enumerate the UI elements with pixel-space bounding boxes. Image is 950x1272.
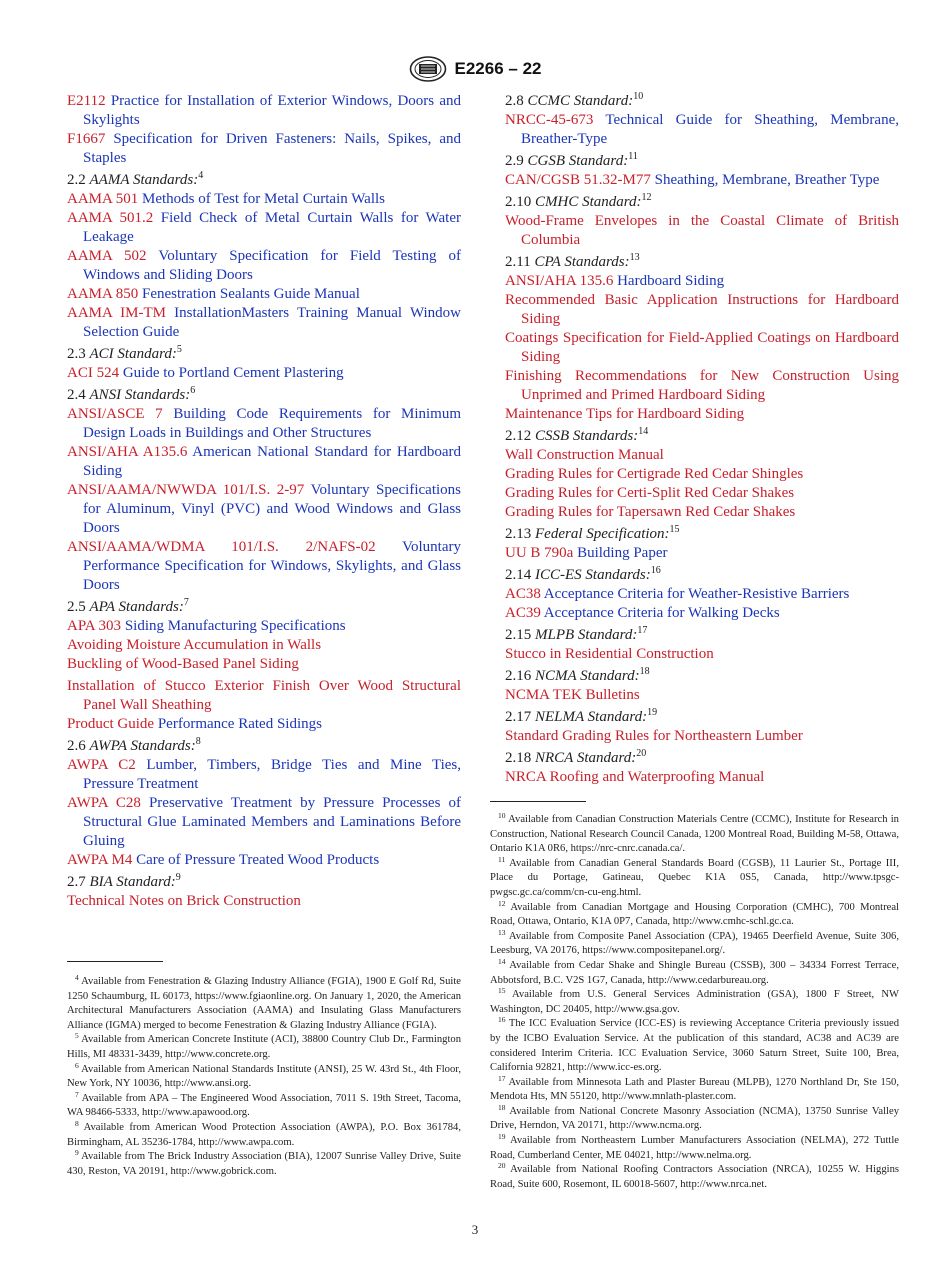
section-heading (67, 171, 461, 190)
reference-entry[interactable] (67, 851, 461, 870)
reference-entry[interactable] (67, 285, 461, 304)
reference-code[interactable]: E2112 (67, 93, 106, 109)
section-heading (505, 667, 899, 686)
section-name: CGSB Standard: (527, 153, 629, 169)
footnote-ref[interactable]: 4 (198, 170, 204, 181)
section-name: ICC-ES Standards: (535, 567, 651, 583)
section-heading (505, 253, 899, 272)
section-name: CSSB Standards: (535, 428, 639, 444)
reference-entry[interactable] (67, 443, 461, 481)
footnote (490, 813, 899, 857)
footnotes-left (67, 975, 461, 1179)
reference-code[interactable]: AWPA M4 (67, 852, 133, 868)
reference-code[interactable]: Product Guide (67, 716, 155, 732)
footnote-text: Available from Northeastern Lumber Manufacturers Association (NELMA), 272 Tuttle Road, Cumberland Center, ME 04021, http://www.nelma.org. (490, 1135, 899, 1161)
reference-entry[interactable]: Grading Rules for Certigrade Red Cedar Shingles (505, 466, 804, 482)
reference-title[interactable]: Care of Pressure Treated Wood Products (136, 852, 380, 868)
footnote-number: 4 (75, 973, 79, 982)
footnote-number: 19 (498, 1132, 506, 1142)
section-number: 2.11 (505, 254, 531, 270)
footnote-text: Available from Composite Panel Association (CPA), 19465 Deerfield Avenue, Suite 306, Leesburg, VA 20176, https://www.compositepanel.org/. (490, 930, 899, 957)
footnote-ref[interactable]: 7 (183, 597, 189, 608)
footnote-text: Available from APA – The Engineered Wood Association, 7011 S. 19th Street, Tacoma, WA 98466-5333, http://www.apawood.org. (67, 1092, 461, 1119)
section-number: 2.7 (67, 874, 86, 890)
section-name: APA Standards: (89, 599, 184, 615)
reference-entry[interactable]: Wood-Frame Envelopes in the Coastal Climate of British Columbia (505, 213, 899, 248)
right-column (505, 92, 899, 787)
reference-code[interactable]: AWPA C28 (67, 795, 141, 811)
footnote-number: 20 (498, 1161, 506, 1171)
reference-title[interactable]: Fenestration Sealants Guide Manual (142, 286, 360, 302)
reference-entry[interactable]: Technical Notes on Brick Construction (67, 893, 301, 909)
footnote-text: Available from National Roofing Contractors Association (NRCA), 10255 W. Higgins Road, Suite 600, Rosemont, IL 60018-5607, http://www.nrca.net. (490, 1164, 899, 1190)
reference-code[interactable]: AC38 (505, 586, 541, 602)
page-header (0, 56, 950, 82)
section-number: 2.8 (505, 93, 524, 109)
footnote-number: 6 (75, 1060, 79, 1070)
reference-entry[interactable] (67, 405, 461, 443)
reference-entry[interactable] (505, 272, 899, 291)
footnote-text: Available from Canadian Mortgage and Housing Corporation (CMHC), 700 Montreal Road, Ottawa, Ontario, K1A 0P7, Canada, http://www.cmhc-schl.gc.ca. (490, 901, 899, 928)
footnote-text: Available from Canadian General Standards Board (CGSB), 11 Laurier St., Portage III, Place du Portage, Gatineau, Quebec K1A 0S5, Canada, http://www.tpsgc-pwgsc.gc.ca/comm/cn-cu-eng.html. (490, 857, 899, 898)
footnote (67, 975, 461, 1033)
reference-entry[interactable] (67, 130, 461, 168)
footnote-ref[interactable]: 5 (176, 344, 182, 355)
reference-title[interactable]: Hardboard Siding (617, 273, 725, 289)
reference-entry[interactable] (67, 364, 461, 383)
footnote-text: Available from Cedar Shake and Shingle Bureau (CSSB), 300 – 34334 Forrest Terrace, Abbotsford, B.C. V2S 1G7, Canada, http://www.cedarbureau.org. (490, 959, 899, 986)
reference-entry[interactable]: Grading Rules for Tapersawn Red Cedar Shakes (505, 504, 796, 520)
footnote-ref[interactable]: 13 (629, 252, 640, 263)
reference-title[interactable]: Voluntary Specifications for Aluminum, Vinyl (PVC) and Wood Windows and Glass Doors (83, 482, 461, 536)
left-column (67, 92, 461, 911)
footnote-ref[interactable]: 16 (650, 565, 661, 576)
section-heading (67, 598, 461, 617)
page-number: 3 (471, 1222, 479, 1237)
reference-entry[interactable] (67, 190, 461, 209)
section-heading (505, 566, 899, 585)
reference-entry[interactable]: Finishing Recommendations for New Construction Using Unprimed and Primed Hardboard Siding (505, 368, 899, 403)
reference-entry[interactable]: Avoiding Moisture Accumulation in Walls (67, 637, 322, 653)
reference-entry[interactable] (505, 544, 899, 563)
reference-code[interactable]: ACI 524 (67, 365, 120, 381)
reference-entry[interactable] (67, 538, 461, 595)
section-number: 2.9 (505, 153, 524, 169)
reference-title[interactable]: Methods of Test for Metal Curtain Walls (142, 191, 386, 207)
section-number: 2.10 (505, 194, 532, 210)
reference-title[interactable]: Voluntary Performance Specification for Windows, Skylights, and Glass Doors (83, 539, 461, 593)
section-heading (505, 193, 899, 212)
footnote (490, 988, 899, 1017)
footnote-ref[interactable]: 11 (628, 151, 638, 162)
reference-title[interactable]: Acceptance Criteria for Weather-Resistive Barriers (543, 586, 850, 602)
footnote (490, 1017, 899, 1075)
reference-entry[interactable]: Installation of Stucco Exterior Finish Over Wood Structural Panel Wall Sheathing (67, 678, 461, 713)
reference-entry[interactable] (67, 247, 461, 285)
section-name: BIA Standard: (89, 874, 176, 890)
reference-entry[interactable]: Buckling of Wood-Based Panel Siding (67, 656, 299, 672)
section-number: 2.18 (505, 750, 532, 766)
reference-title[interactable]: Building Code Requirements for Minimum Design Loads in Buildings and Other Structures (83, 406, 462, 441)
reference-title[interactable]: Technical Guide for Sheathing, Membrane, Breather-Type (521, 112, 899, 147)
footnote-text: Available from U.S. General Services Administration (GSA), 1800 F Street, NW Washington, DC 20405, http://www.gsa.gov. (490, 989, 899, 1015)
reference-code[interactable]: NRCC-45-673 (505, 112, 594, 128)
section-name: AWPA Standards: (89, 738, 196, 754)
reference-entry[interactable] (67, 794, 461, 851)
reference-entry[interactable] (67, 209, 461, 247)
footnote-number: 8 (75, 1118, 79, 1128)
reference-entry[interactable]: Recommended Basic Application Instructions for Hardboard Siding (505, 292, 899, 327)
footnote-divider (490, 801, 586, 802)
footnote-text: The ICC Evaluation Service (ICC-ES) is reviewing Acceptance Criteria previously issued by the ICBO Evaluation Service. At the publication of this standard, AC38 and AC39 are considered Interim Criteria. ICC Evaluation Service, 3060 Saturn Street, Suite 100, Brea, California 92821, http://www.icc-es.org. (490, 1018, 899, 1074)
section-number: 2.5 (67, 599, 86, 615)
footnote-text: Available from National Concrete Masonry Association (NCMA), 13750 Sunrise Valley Drive, Herndon, VA 20171, http://www.ncma.org. (490, 1105, 899, 1132)
section-name: NELMA Standard: (535, 709, 648, 725)
reference-code[interactable]: AAMA IM-TM (67, 305, 166, 321)
section-name: ACI Standard: (89, 346, 177, 362)
footnote (490, 1102, 899, 1134)
section-heading (505, 525, 899, 544)
footnote (67, 1150, 461, 1179)
reference-code[interactable]: F1667 (67, 131, 106, 147)
reference-title[interactable]: Preservative Treatment by Pressure Processes of Structural Glue Laminated Members and Laminations Before Gluing (83, 795, 461, 849)
astm-logo-icon (409, 56, 447, 82)
reference-code[interactable]: ANSI/ASCE 7 (67, 406, 163, 422)
footnote-text: Available from Minnesota Lath and Plaster Bureau (MLPB), 1270 Northland Dr, Ste 150, Mendota Hts, MN 55120, http://www.mnlath-plaster.com. (490, 1076, 899, 1103)
reference-title[interactable]: Voluntary Specification for Field Testing of Windows and Sliding Doors (83, 248, 461, 283)
footnote-ref[interactable]: 14 (638, 426, 649, 437)
reference-title[interactable]: Specification for Driven Fasteners: Nails, Spikes, and Staples (83, 131, 461, 166)
reference-code[interactable]: AAMA 501 (67, 191, 139, 207)
section-name: NCMA Standard: (535, 668, 640, 684)
section-name: Federal Specification: (535, 526, 670, 542)
footnote-ref[interactable]: 6 (190, 385, 196, 396)
footnote-text: Available from Fenestration & Glazing Industry Alliance (FGIA), 1900 E Golf Rd, Suite 1250 Schaumburg, IL 60173, https://www.fgiaonline.org. On January 1, 2020, the American Architectural Manufacturers Association (AAMA) and Insulating Glass Manufacturers Alliance (IGMA) merged to become Fenestration & Glazing Industry Alliance (FGIA). (67, 976, 461, 1031)
reference-code[interactable]: ANSI/AAMA/WDMA 101/I.S. 2/NAFS-02 (67, 539, 376, 555)
section-name: MLPB Standard: (535, 627, 638, 643)
footnote (490, 854, 899, 901)
footnote (67, 1089, 461, 1121)
reference-code[interactable]: ANSI/AHA 135.6 (505, 273, 614, 289)
footnote (67, 1060, 461, 1092)
footnote-ref[interactable]: 18 (639, 666, 650, 677)
reference-entry[interactable] (67, 617, 461, 636)
reference-title[interactable]: Acceptance Criteria for Walking Decks (543, 605, 780, 621)
reference-entry[interactable] (505, 111, 899, 149)
footnote-number: 5 (75, 1031, 79, 1041)
reference-title[interactable]: Sheathing, Membrane, Breather Type (654, 172, 880, 188)
footnote-ref[interactable]: 19 (647, 707, 658, 718)
footnote-ref[interactable]: 10 (633, 91, 644, 102)
footnote-text: Available from American National Standards Institute (ANSI), 25 W. 43rd St., 4th Floor, New York, NY 10036, http://www.ansi.org. (67, 1063, 461, 1090)
footnote-number: 17 (498, 1073, 506, 1083)
section-heading (505, 427, 899, 446)
reference-code[interactable]: AAMA 502 (67, 248, 147, 264)
section-heading (505, 708, 899, 727)
reference-entry[interactable] (67, 304, 461, 342)
footnote (490, 1163, 899, 1192)
reference-entry[interactable]: Maintenance Tips for Hardboard Siding (505, 406, 745, 422)
reference-title[interactable]: Lumber, Timbers, Bridge Ties and Mine Ties, Pressure Treatment (83, 757, 462, 792)
reference-title[interactable]: Practice for Installation of Exterior Windows, Doors and Skylights (83, 93, 462, 128)
section-heading (505, 626, 899, 645)
footnotes-right (490, 813, 899, 1192)
footnote-ref[interactable]: 9 (175, 872, 181, 883)
section-heading (505, 152, 899, 171)
section-number: 2.6 (67, 738, 86, 754)
footnote-ref[interactable]: 20 (636, 748, 647, 759)
reference-entry[interactable] (505, 604, 899, 623)
section-name: NRCA Standard: (535, 750, 637, 766)
reference-title[interactable]: Building Paper (577, 545, 668, 561)
reference-entry[interactable]: Coatings Specification for Field-Applied Coatings on Hardboard Siding (505, 330, 899, 365)
document-designation: E2266 – 22 (454, 59, 542, 78)
reference-code[interactable]: APA 303 (67, 618, 122, 634)
reference-code[interactable]: AAMA 501.2 (67, 210, 154, 226)
footnote-text: Available from American Concrete Institute (ACI), 38800 Country Club Dr., Farmington Hills, MI 48331-3439, http://www.concrete.org. (67, 1034, 461, 1060)
footnote-text: Available from The Brick Industry Association (BIA), 12007 Sunrise Valley Drive, Suite 430, Reston, VA 20191, http://www.gobrick.com. (67, 1151, 461, 1177)
footnote-ref[interactable]: 15 (669, 524, 680, 535)
footnote (490, 1134, 899, 1163)
reference-title[interactable]: InstallationMasters Training Manual Window Selection Guide (83, 305, 462, 340)
footnote-number: 9 (75, 1148, 79, 1158)
section-number: 2.14 (505, 567, 532, 583)
footnote-ref[interactable]: 17 (637, 625, 648, 636)
footnote-number: 13 (498, 927, 506, 937)
footnote-number: 14 (498, 956, 506, 966)
footnote-number: 16 (498, 1015, 506, 1025)
footnote-number: 12 (498, 898, 506, 908)
reference-title[interactable]: Siding Manufacturing Specifications (124, 618, 346, 634)
reference-entry[interactable]: Wall Construction Manual (505, 447, 664, 463)
reference-entry[interactable]: NCMA TEK Bulletins (505, 687, 640, 703)
section-heading (67, 386, 461, 405)
section-number: 2.16 (505, 668, 532, 684)
section-number: 2.17 (505, 709, 532, 725)
footnote-divider (67, 961, 163, 962)
reference-code[interactable]: CAN/CGSB 51.32-M77 (505, 172, 651, 188)
reference-entry[interactable]: Grading Rules for Certi-Split Red Cedar Shakes (505, 485, 795, 501)
footnote-number: 10 (498, 811, 506, 820)
footnote (67, 1033, 461, 1062)
footnote (67, 1118, 461, 1150)
reference-entry[interactable] (67, 481, 461, 538)
reference-entry[interactable]: Stucco in Residential Construction (505, 646, 714, 662)
footnote-number: 11 (498, 854, 506, 864)
reference-entry[interactable] (67, 715, 461, 734)
reference-entry[interactable] (505, 585, 899, 604)
section-name: ANSI Standards: (89, 387, 191, 403)
reference-code[interactable]: AAMA 850 (67, 286, 139, 302)
reference-code[interactable]: UU B 790a (505, 545, 574, 561)
reference-title[interactable]: Field Check of Metal Curtain Walls for Water Leakage (83, 210, 461, 245)
reference-title[interactable]: American National Standard for Hardboard Siding (83, 444, 461, 479)
section-name: CPA Standards: (534, 254, 630, 270)
footnote (490, 1073, 899, 1105)
reference-title[interactable]: Performance Rated Sidings (157, 716, 322, 732)
reference-code[interactable]: AWPA C2 (67, 757, 136, 773)
footnote (490, 898, 899, 930)
section-name: CMHC Standard: (535, 194, 642, 210)
reference-entry[interactable]: Standard Grading Rules for Northeastern Lumber (505, 728, 803, 744)
footnote-number: 7 (75, 1089, 79, 1099)
section-number: 2.12 (505, 428, 532, 444)
footnote-text: Available from Canadian Construction Materials Centre (CCMC), Institute for Research in Construction, National Research Council Canada, 1200 Montreal Road, Building M-58, Ottawa, Ontario K1A 0R6, https://nrc-cnrc.canada.ca/. (490, 814, 899, 855)
section-heading (505, 749, 899, 768)
footnote-number: 18 (498, 1102, 506, 1112)
footnote-ref[interactable]: 12 (641, 192, 652, 203)
section-heading (67, 873, 461, 892)
section-number: 2.13 (505, 526, 532, 542)
footnote (490, 956, 899, 988)
reference-entry[interactable] (67, 756, 461, 794)
reference-code[interactable]: ANSI/AAMA/NWWDA 101/I.S. 2-97 (67, 482, 305, 498)
section-heading (67, 737, 461, 756)
section-number: 2.15 (505, 627, 532, 643)
section-name: CCMC Standard: (527, 93, 634, 109)
footnote (490, 927, 899, 959)
reference-entry[interactable] (505, 171, 899, 190)
reference-title[interactable]: Guide to Portland Cement Plastering (122, 365, 344, 381)
footnote-number: 15 (498, 986, 506, 996)
section-name: AAMA Standards: (89, 172, 199, 188)
section-heading (67, 345, 461, 364)
reference-entry[interactable]: NRCA Roofing and Waterproofing Manual (505, 769, 765, 785)
section-number: 2.3 (67, 346, 86, 362)
section-number: 2.2 (67, 172, 86, 188)
footnote-text: Available from American Wood Protection Association (AWPA), P.O. Box 361784, Birmingham, AL 35236-1784, http://www.awpa.com. (67, 1121, 461, 1148)
section-heading (505, 92, 899, 111)
section-number: 2.4 (67, 387, 86, 403)
reference-code[interactable]: ANSI/AHA A135.6 (67, 444, 188, 460)
footnote-ref[interactable]: 8 (195, 736, 201, 747)
reference-entry[interactable] (67, 92, 461, 130)
reference-code[interactable]: AC39 (505, 605, 541, 621)
